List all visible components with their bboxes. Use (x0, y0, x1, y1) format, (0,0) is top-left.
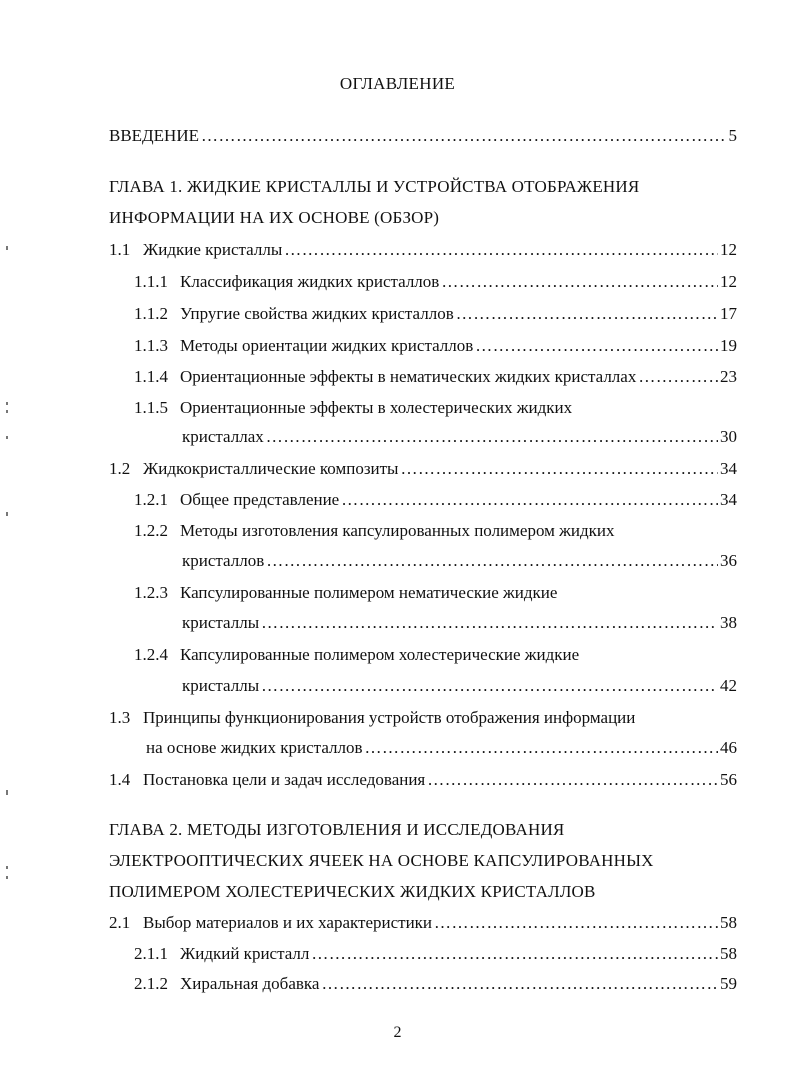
chapter1-heading-line2: ИНФОРМАЦИИ НА ИХ ОСНОВЕ (ОБЗОР) (109, 208, 440, 227)
toc-entry-label: Жидкий кристалл (180, 944, 310, 963)
toc-title: ОГЛАВЛЕНИЕ (339, 74, 456, 93)
toc-entry-number: 2.1.1 (134, 944, 168, 963)
toc-entry-label: ВВЕДЕНИЕ (109, 126, 199, 145)
toc-entry-1-3-line2 (146, 738, 737, 758)
toc-entry-1-1-4 (134, 367, 737, 387)
toc-entry-2-1-2 (134, 974, 737, 994)
toc-entry-page: 58 (720, 944, 737, 963)
toc-entry-label-cont: кристаллы (182, 676, 260, 695)
toc-entry-label: Жидкокристаллические композиты (143, 459, 399, 478)
toc-entry-label: Выбор материалов и их характеристики (143, 913, 433, 932)
toc-entry-1-1-5-line1 (134, 398, 572, 418)
toc-entry-intro (109, 126, 737, 146)
toc-entry-number: 1.2 (109, 459, 131, 478)
toc-entry-label: Хиральная добавка (180, 974, 320, 993)
toc-entry-page: 42 (720, 676, 737, 695)
toc-entry-1-1-2 (134, 304, 737, 324)
toc-entry-label-cont: на основе жидких кристаллов (146, 738, 363, 757)
toc-entry-number: 1.1.4 (134, 367, 168, 386)
toc-entry-1-2-1 (134, 490, 737, 510)
toc-entry-page: 59 (720, 974, 737, 993)
toc-entry-page: 38 (720, 613, 737, 632)
toc-entry-label: Методы изготовления капсулированных полимером жидких (180, 521, 615, 540)
toc-entry-label: Постановка цели и задач исследования (143, 770, 426, 789)
toc-entry-label-cont: кристаллов (182, 551, 265, 570)
toc-entry-label: Упругие свойства жидких кристаллов (180, 304, 454, 323)
toc-entry-1-2-3-line1 (134, 583, 557, 603)
toc-entry-number: 1.1.3 (134, 336, 168, 355)
toc-entry-page: 5 (728, 126, 737, 145)
toc-entry-label: Ориентационные эффекты в нематических жидких кристаллах (180, 367, 637, 386)
toc-entry-page: 34 (720, 459, 737, 478)
toc-entry-number: 1.3 (109, 708, 131, 727)
toc-entry-page: 30 (720, 427, 737, 446)
toc-entry-label-cont: кристаллы (182, 613, 260, 632)
toc-entry-number: 2.1 (109, 913, 131, 932)
toc-entry-page: 23 (720, 367, 737, 386)
toc-entry-page: 58 (720, 913, 737, 932)
toc-entry-label: Ориентационные эффекты в холестерических жидких (180, 398, 573, 417)
toc-entry-page: 19 (720, 336, 737, 355)
toc-entry-page: 56 (720, 770, 737, 789)
toc-entry-label: Капсулированные полимером нематические жидкие (180, 583, 558, 602)
toc-entry-number: 2.1.2 (134, 974, 168, 993)
toc-entry-1-2-2-line2 (182, 551, 737, 571)
toc-entry-number: 1.2.1 (134, 490, 168, 509)
scan-artifact (6, 410, 8, 413)
toc-entry-page: 34 (720, 490, 737, 509)
toc-entry-label: Капсулированные полимером холестерические жидкие (180, 645, 580, 664)
toc-entry-number: 1.1.5 (134, 398, 168, 417)
scan-artifact (6, 876, 8, 879)
toc-entry-1-2-2-line1 (134, 521, 615, 541)
toc-entry-number: 1.1.2 (134, 304, 168, 323)
toc-entry-1-3-line1 (109, 708, 635, 728)
toc-entry-page: 12 (720, 272, 737, 291)
scan-artifact (6, 866, 8, 869)
chapter1-heading-line1: ГЛАВА 1. ЖИДКИЕ КРИСТАЛЛЫ И УСТРОЙСТВА ОТОБРАЖЕНИЯ (109, 177, 640, 196)
toc-entry-1-1-1 (134, 272, 737, 292)
toc-entry-label: Принципы функционирования устройств отображения информации (143, 708, 636, 727)
scan-artifact (6, 436, 8, 439)
toc-entry-1-2-3-line2 (182, 613, 737, 633)
toc-entry-1-4 (109, 770, 737, 790)
scan-artifact (6, 512, 8, 516)
toc-entry-number: 1.4 (109, 770, 131, 789)
toc-entry-1-1-5-line2 (182, 427, 737, 447)
toc-entry-1-1 (109, 240, 737, 260)
toc-entry-1-1-3 (134, 336, 737, 356)
toc-entry-page: 12 (720, 240, 737, 259)
toc-entry-number: 1.2.2 (134, 521, 168, 540)
scan-artifact (6, 402, 8, 405)
toc-entry-1-2 (109, 459, 737, 479)
toc-entry-2-1-1 (134, 944, 737, 964)
toc-entry-label: Жидкие кристаллы (143, 240, 283, 259)
toc-entry-label: Общее представление (180, 490, 340, 509)
toc-entry-page: 36 (720, 551, 737, 570)
toc-entry-page: 17 (720, 304, 737, 323)
toc-entry-label-cont: кристаллах (182, 427, 264, 446)
toc-entry-1-2-4-line1 (134, 645, 579, 665)
toc-entry-label: Классификация жидких кристаллов (180, 272, 440, 291)
toc-entry-number: 1.2.4 (134, 645, 168, 664)
toc-entry-number: 1.1.1 (134, 272, 168, 291)
scan-artifact (6, 790, 8, 795)
toc-entry-number: 1.1 (109, 240, 131, 259)
toc-entry-label: Методы ориентации жидких кристаллов (180, 336, 474, 355)
page-number: 2 (393, 1024, 402, 1041)
scan-artifact (6, 246, 8, 250)
chapter2-heading-line1: ГЛАВА 2. МЕТОДЫ ИЗГОТОВЛЕНИЯ И ИССЛЕДОВАНИЯ (109, 820, 565, 839)
toc-entry-1-2-4-line2 (182, 676, 737, 696)
chapter2-heading-line2: ЭЛЕКТРООПТИЧЕСКИХ ЯЧЕЕК НА ОСНОВЕ КАПСУЛИРОВАННЫХ (109, 851, 654, 870)
chapter2-heading-line3: ПОЛИМЕРОМ ХОЛЕСТЕРИЧЕСКИХ ЖИДКИХ КРИСТАЛЛОВ (109, 882, 596, 901)
toc-entry-number: 1.2.3 (134, 583, 168, 602)
toc-entry-2-1 (109, 913, 737, 933)
toc-entry-page: 46 (720, 738, 737, 757)
